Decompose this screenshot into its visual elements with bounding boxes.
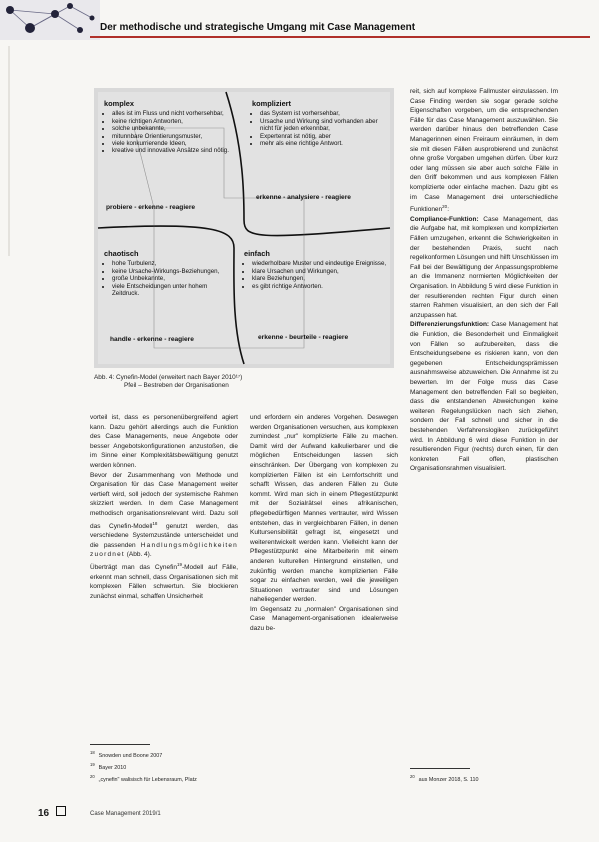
quadrant-title: einfach [244, 249, 270, 258]
paragraph [410, 215, 558, 321]
quadrant-action: handle - erkenne - reagiere [110, 336, 194, 343]
quadrant-komplex [104, 100, 232, 220]
footnote-ref: 19 [176, 562, 182, 568]
paragraph: vorteil ist, dass es personenübergreifend agiert kann. Dazu gehört allerdings auch die Funktion des Case Managements, neue Angebote oder besser Angebotskonfigurationen anzustoßen, die im Sinne einer Komplexitätsbewältigung genutzt werden können. [90, 414, 238, 469]
text-run: genutzt werden, das verschiedene Systemzustände unterscheidet und die passenden [90, 522, 238, 549]
paragraph [410, 320, 558, 474]
text-run: reit, sich auf komplexe Fallmuster einzulassen. Im Case Finding werden sie sogar gerade solche Eigenschaften vorgeben, um die entsprechenden Fälle für das Case Management auszuwählen. Sie werden darüber hinaus den betreffenden Case Managerinnen einen Freiraum einräumen, in dem sie mit diesen Fällen ausprobierend und zunächst ohne große Vorgaben umgehen dürfen. Über kurz oder lang müssen sie aber auch solche Fälle in den Griff bekommen und aus komplexen Fällen komplizierte oder einfache machen. Dazu gibt es im Case Management drei unterschiedliche Funktionen [410, 88, 558, 214]
list-item: • viele konkurrierende Ideen, [112, 140, 232, 147]
footnote-number: 20 [90, 774, 95, 779]
list-item: • klare Beziehungen, [252, 275, 388, 282]
quadrant-kompliziert [252, 100, 388, 220]
footnote [90, 760, 126, 773]
margin-mark [8, 46, 10, 256]
text-run: : [447, 206, 449, 214]
list-item: • mehr als eine richtige Antwort. [260, 140, 388, 147]
list-item: • mitunnbare Orientierungsmuster, [112, 133, 232, 140]
term-label: Compliance-Funktion: [410, 215, 479, 223]
footnote [410, 772, 479, 785]
quadrant-action: probiere - erkenne - reagiere [106, 204, 196, 211]
footnote-text: Bayer 2010 [98, 764, 127, 771]
text-column-3 [410, 87, 558, 474]
paragraph [90, 560, 238, 602]
footnote [90, 748, 162, 761]
text-run: Überträgt man das Cynefin [90, 564, 177, 572]
footnote-ref: 20 [442, 204, 448, 210]
paragraph [410, 87, 558, 215]
list-item: • es gibt richtige Antworten. [252, 283, 388, 290]
page-number: 16 [38, 808, 50, 819]
quadrant-action: erkenne - beurteile - reagiere [258, 334, 349, 341]
network-graphic-icon [0, 0, 100, 40]
quadrant-title: kompliziert [252, 99, 292, 108]
list-item: • hohe Turbulenz, [112, 260, 234, 267]
quadrant-title: chaotisch [104, 249, 139, 258]
footnote-text: „cynefin" walisisch für Lebensraum, Platz [98, 776, 197, 783]
list-item: • solche unbekannte, [112, 125, 232, 132]
footnote [90, 772, 197, 785]
footnote-ref: 18 [152, 520, 158, 526]
paragraph: und erfordern ein anderes Vorgehen. Deswegen werden Organisationen versuchen, aus komplexen zumindest „nur" komplizierte Fälle zu machen. Damit wird der Aufwand kalkulierbarer und die möglichen Entscheidungen lassen sich einschränken. Der Übergang von komplexen zu komplizierten Fällen ist ein Lernfortschritt und schafft Wissen, das anderen Fällen zu Gute kommt. Wird man sich in einem Pflegestützpunkt mit der Sozialrätsel eines afrikanischen, pflegebedürftigen Mannes vertrauter, wird Wissen entstehen, das in vergleichbaren Fällen, in denen Kultursensibilität gefragt ist, eingesetzt und weiterentwickelt werden kann. Vielleicht kann der Pflegestützpunkt eine Mitarbeiterin mit einem anderen kulturellen Hintergrund einstellen, und zukünftig werden manche komplizierten Fälle sogar zu einfachen werden, weil die jeweiligen Situationen vertrauter sind und Lösungen naheliegender werden. [250, 414, 398, 604]
quadrant-chaotisch [104, 250, 234, 360]
footnote-rule [90, 744, 150, 745]
list-item: • keine richtigen Antworten, [112, 118, 232, 125]
text-column-1 [90, 413, 238, 602]
list-item: • alles ist im Fluss und nicht vorhersehbar, [112, 110, 232, 117]
list-item: • große Unbekannte, [112, 275, 234, 282]
list-item: • kreative und innovative Ansätze sind nötig. [112, 147, 232, 154]
list-item: • keine Ursache-Wirkungs-Beziehungen, [112, 268, 234, 275]
running-header: Der methodische und strategische Umgang mit Case Management [100, 22, 416, 33]
list-item: • klare Ursachen und Wirkungen, [252, 268, 388, 275]
footnote-number: 20 [410, 774, 415, 779]
text-run: Case Management, das die Aufgabe hat, mit komplexen und komplizierten Fällen umzugehen, erkennt die Schwierigkeiten in der bestehenden Praxis, sucht nach regelkonformen Lösungen und hilft Unschlüssen im Fall bei der Bewältigung der Anpassungsprobleme an die Immanenz normierten Möglichkeiten der Organisation. In Abbildung 5 wird diese Funktion in der resultierenden rechten Figur durch einen starren Rahmen visualisiert, an den sich der Fall anzupassen hat. [410, 215, 558, 319]
footnote-text: aus Monzer 2018, S. 110 [418, 776, 479, 783]
text-run: (Abb. 4). [124, 551, 152, 559]
footnote-text: Snowden und Boone 2007 [98, 752, 163, 759]
list-item: • Ursache und Wirkung sind vorhanden aber nicht für jeden erkennbar, [260, 118, 388, 133]
header-rule [90, 36, 590, 38]
emphasis-text: Handlungsmöglichkeiten zuordnet [90, 541, 238, 559]
footnote-number: 18 [90, 750, 95, 755]
caption-line: Pfeil – Bestreben der Organisationen [124, 382, 229, 390]
cynefin-figure [94, 88, 394, 368]
list-item: • Expertenrat ist nötig, aber [260, 133, 388, 140]
text-run: Case Management hat die Funktion, die Besonderheit und Einmaligkeit von Fällen so aufzubereiten, dass die Entscheidungsebene es riskieren kann, von den gegebenen Entscheidungsprämissen ausnahmsweise abzuweichen. Die Annahme ist zu bewerten. Im der Folge muss das Case Management den betreffenden Fall so begleiten, dass die entstandenen Abweichungen keine weiteren Regelungslücken nach sich ziehen, sondern der Fall schnell und sicher in die bestehenden Verfahrenslogiken zurückgeführt wird. In Abbildung 6 wird diese Funktion in der resultierenden Figur (rechts) durch einen, für den konkreten Fall offen, plastischen Organisationsrahmen visualisiert. [410, 321, 558, 473]
text-column-2 [250, 413, 398, 634]
footnote-rule [410, 768, 470, 769]
text-run: Bevor der Zusammenhang von Methode und Organisation für das Case Management weiter vertieft wird, soll jedoch der systemische Rahmen skizziert werden. In dem Case Management methodisch organisationsrelevant wird. Dazu soll das Cynefin-Modell [90, 471, 238, 530]
journal-logo-icon [56, 806, 66, 816]
quadrant-action: erkenne - analysiere - reagiere [256, 194, 351, 201]
list-item: • das System ist vorhersehbar, [260, 110, 388, 117]
quadrant-einfach [244, 250, 388, 360]
footnote-number: 19 [90, 762, 95, 767]
text-run: -Modell auf Fälle, erkennt man schnell, dass Organisationen sich mit komplexen Fällen schwertun. Sie blockieren zunächst einmal, schaffen Unsicherheit [90, 564, 238, 600]
list-item: • wiederholbare Muster und eindeutige Ereignisse, [252, 260, 388, 267]
journal-name: Case Management 2019/1 [90, 811, 161, 817]
paragraph: Im Gegensatz zu „normalen" Organisationen sind Case Management-organisationen idealerweise dazu be- [250, 605, 398, 633]
term-label: Differenzierungsfunktion: [410, 321, 490, 329]
quadrant-title: komplex [104, 99, 134, 108]
caption-line: Abb. 4: Cynefin-Model (erweitert nach Bayer 2010¹⁷) [94, 374, 243, 381]
list-item: • viele Entscheidungen unter hohem Zeitdruck. [112, 283, 234, 298]
paragraph [90, 471, 238, 561]
figure-caption [94, 374, 394, 391]
